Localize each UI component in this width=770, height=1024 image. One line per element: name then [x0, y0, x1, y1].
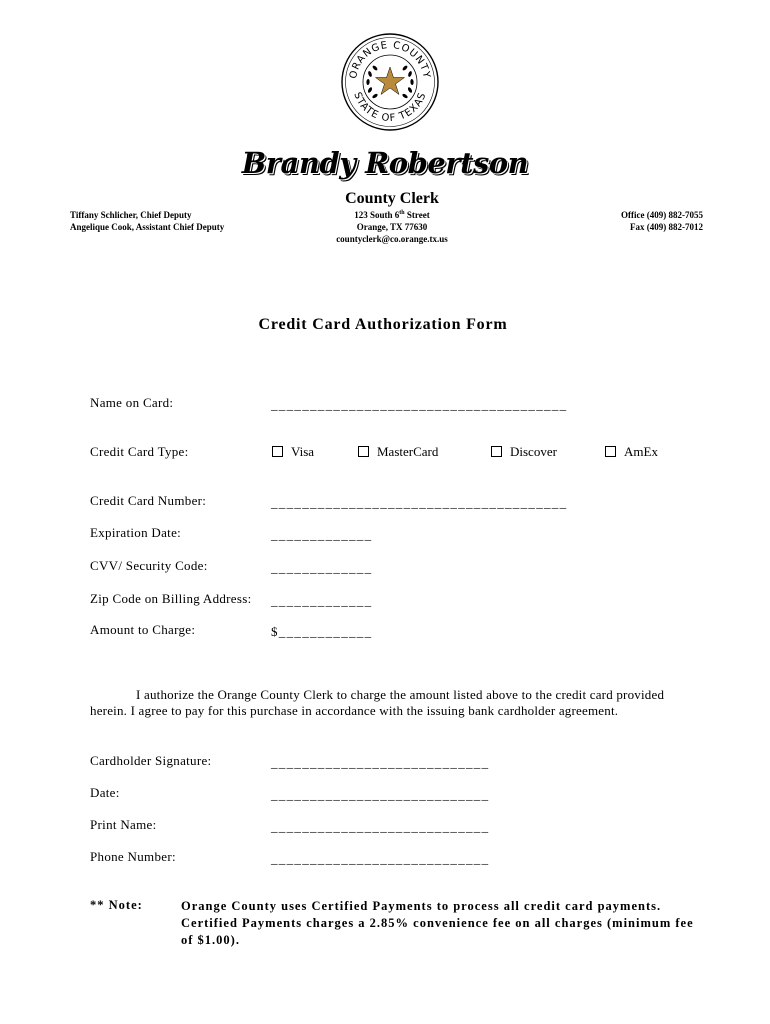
mastercard-checkbox[interactable]: MasterCard	[358, 444, 438, 460]
card-number-field[interactable]: ______________________________________	[271, 495, 568, 510]
cardholder-signature-field[interactable]: ____________________________	[271, 755, 490, 770]
clerk-title: County Clerk	[345, 190, 439, 207]
date-field[interactable]: ____________________________	[271, 787, 490, 802]
amount-label: Amount to Charge:	[90, 622, 196, 637]
cvv-field[interactable]: _____________	[271, 560, 373, 575]
checkbox-icon	[272, 446, 283, 457]
chief-deputy: Tiffany Schlicher, Chief Deputy	[70, 210, 192, 220]
name-on-card-label: Name on Card:	[90, 395, 174, 410]
visa-checkbox[interactable]: Visa	[272, 444, 314, 460]
email-address: countyclerk@co.orange.tx.us	[336, 234, 448, 244]
form-title: Credit Card Authorization Form	[258, 316, 508, 333]
phone-number-label: Phone Number:	[90, 849, 176, 864]
zip-code-field[interactable]: _____________	[271, 593, 373, 608]
zip-code-label: Zip Code on Billing Address:	[90, 591, 252, 606]
city-state-zip: Orange, TX 77630	[356, 222, 428, 232]
seal-top-text: ORANGE COUNTY	[348, 39, 432, 80]
contact-numbers	[560, 209, 703, 233]
star-icon	[376, 67, 405, 95]
print-name-field[interactable]: ____________________________	[271, 819, 490, 834]
discover-checkbox[interactable]: Discover	[491, 444, 557, 460]
amount-field[interactable]: $____________	[271, 624, 373, 639]
phone-number-field[interactable]: ____________________________	[271, 851, 490, 866]
checkbox-icon	[491, 446, 502, 457]
amex-checkbox[interactable]: AmEx	[605, 444, 658, 460]
print-name-label: Print Name:	[90, 817, 157, 832]
assistant-chief-deputy: Angelique Cook, Assistant Chief Deputy	[70, 222, 225, 232]
note-label: ** Note:	[90, 898, 143, 912]
expiration-date-label: Expiration Date:	[90, 525, 182, 540]
name-on-card-field[interactable]: ______________________________________	[271, 397, 568, 412]
street-address: 123 South 6th Street	[354, 210, 430, 220]
card-type-label: Credit Card Type:	[90, 444, 189, 459]
county-seal	[340, 32, 440, 132]
checkbox-icon	[358, 446, 369, 457]
seal-bottom-text: STATE OF TEXAS	[351, 90, 429, 125]
note-text: Orange County uses Certified Payments to process all credit card payments. Certified Payments charges a 2.85% convenience fee on all charges (minimum fee of $1.00).	[181, 899, 694, 947]
date-label: Date:	[90, 785, 120, 800]
cvv-label: CVV/ Security Code:	[90, 558, 208, 573]
office-phone: Office (409) 882-7055	[621, 210, 703, 220]
clerk-name-signature: Brandy Robertson	[241, 146, 529, 180]
authorization-statement: I authorize the Orange County Clerk to charge the amount listed above to the credit card provided herein. I agree to pay for this purchase in accordance with the issuing bank cardholder agreement.	[90, 687, 665, 718]
fax-number: Fax (409) 882-7012	[630, 222, 703, 232]
checkbox-icon	[605, 446, 616, 457]
expiration-date-field[interactable]: _____________	[271, 527, 373, 542]
cardholder-signature-label: Cardholder Signature:	[90, 753, 212, 768]
card-number-label: Credit Card Number:	[90, 493, 207, 508]
